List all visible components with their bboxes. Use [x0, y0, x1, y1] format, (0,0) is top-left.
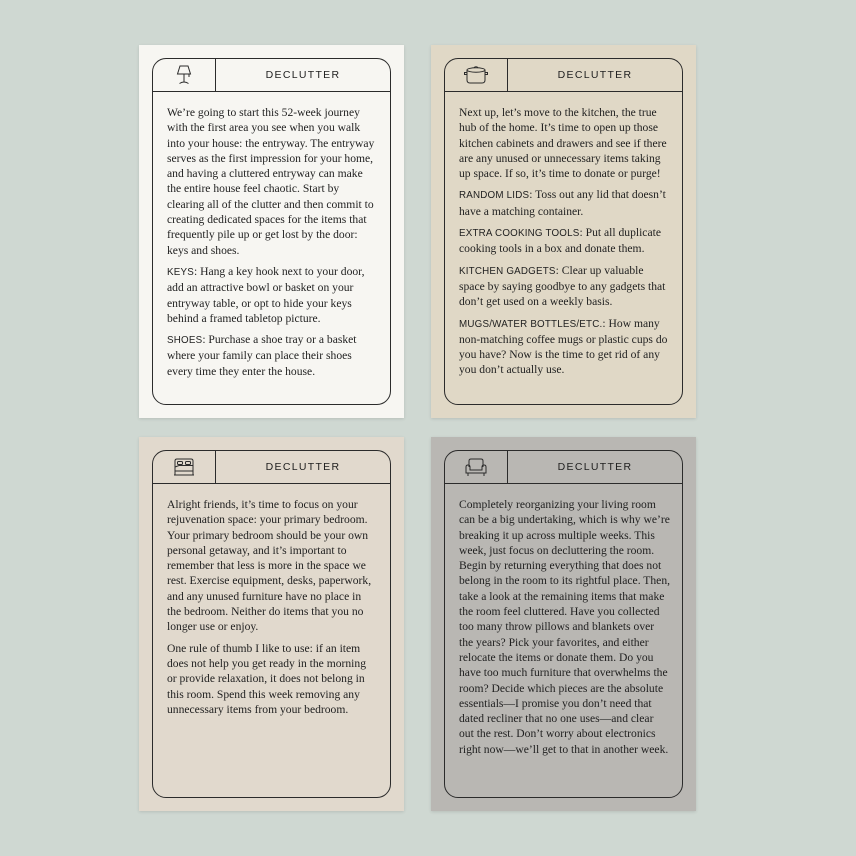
- card-living-room: [431, 437, 696, 811]
- card-frame: [152, 450, 391, 798]
- icon-cell: [445, 59, 508, 91]
- tip-label: RANDOM LIDS: [459, 190, 530, 202]
- card-frame: [444, 450, 683, 798]
- intro-paragraph: We’re going to start this 52-week journey with the first area you see when you walk into your house: the entryway. The entryway serves as the first impression for your home, and having a cluttered entryway can make the entire house feel chaotic. Start by clearing all of the clutter and then commit to creating dedicated spaces for the items that frequently pile up or get lost by the door: keys and shoes.: [167, 106, 375, 257]
- card-kitchen: [431, 45, 696, 418]
- bed-icon: [171, 455, 197, 479]
- card-body: [167, 497, 378, 723]
- tip-text: : How many non-matching coffee mugs or plastic cups do you have? Now is the time to get rid of any you don’t actually use.: [459, 316, 668, 377]
- card-frame: [444, 58, 683, 405]
- tip-text: : Put all duplicate cooking tools in a box and donate them.: [459, 226, 661, 256]
- icon-cell: [445, 451, 508, 483]
- tip-label: KITCHEN GADGETS: [459, 265, 556, 277]
- tip-label: KEYS: [167, 266, 194, 278]
- card-body: [459, 105, 670, 384]
- tip-label: SHOES: [167, 335, 203, 347]
- tip-paragraph: [459, 263, 670, 310]
- tip-paragraph: [167, 264, 378, 326]
- intro-paragraph: Alright friends, it’s time to focus on your rejuvenation space: your primary bedroom. Your primary bedroom should be your own personal getaway, and it’s important to remember that less is more in the space we rest. Exercise equipment, desks, paperwork, and any unused furniture have no place in the bedroom. Neither do items that you no longer use or enjoy.: [167, 498, 372, 634]
- intro-paragraph: Next up, let’s move to the kitchen, the true hub of the home. It’s time to open up those kitchen cabinets and drawers and see if there are any unused or unnecessary items taking up space. If so, it’s time to donate or purge!: [459, 106, 667, 181]
- body-paragraph: One rule of thumb I like to use: if an item does not help you get ready in the morning or provide relaxation, it does not belong in this room. Spend this week removing any unnecessary items from your bedroom.: [167, 641, 366, 716]
- card-frame: [152, 58, 391, 405]
- tip-label: EXTRA COOKING TOOLS: [459, 228, 580, 240]
- card-title: DECLUTTER: [557, 461, 633, 473]
- card-header: [445, 59, 682, 92]
- tip-paragraph: [459, 225, 670, 257]
- tip-text: : Toss out any lid that doesn’t have a matching container.: [459, 188, 666, 218]
- card-header: [445, 451, 682, 484]
- icon-cell: [153, 59, 216, 91]
- tip-text: : Clear up valuable space by saying goodbye to any gadgets that don’t get used on a weekly basis.: [459, 263, 666, 309]
- intro-paragraph: Completely reorganizing your living room can be a big undertaking, which is why we’re breaking it up across multiple weeks. This week, just focus on decluttering the room. Begin by returning everything that does not belong in the room to its rightful place. Then, take a look at the remaining items that make the room feel cluttered. Have you collected too many throw pillows and blankets over the years? Pick your favorites, and either relocate the items or donate them. Do you have too much furniture that overwhelms the room? Decide which pieces are the absolute essentials—I promise you don’t need that dated recliner that no one uses—and clear out the rest. Don’t worry about electronics right now—we’ll get to that in another week.: [459, 498, 671, 756]
- tip-paragraph: [167, 332, 378, 379]
- tip-label: MUGS/WATER BOTTLES/ETC.: [459, 318, 603, 330]
- card-entryway: [139, 45, 404, 418]
- card-bedroom: [139, 437, 404, 811]
- card-title: DECLUTTER: [265, 461, 341, 473]
- card-header: [153, 451, 390, 484]
- lamp-icon: [172, 63, 196, 87]
- card-header: [153, 59, 390, 92]
- tip-paragraph: [459, 187, 670, 219]
- card-title: DECLUTTER: [557, 69, 633, 81]
- card-title: DECLUTTER: [265, 69, 341, 81]
- armchair-icon: [463, 455, 489, 479]
- tip-paragraph: [459, 316, 670, 378]
- card-body: [459, 497, 670, 763]
- icon-cell: [153, 451, 216, 483]
- pot-icon: [462, 63, 490, 87]
- tip-text: : Purchase a shoe tray or a basket where your family can place their shoes every time they enter the house.: [167, 333, 357, 378]
- tip-text: : Hang a key hook next to your door, add an attractive bowl or basket on your entryway table, or opt to hide your keys behind a framed tabletop picture.: [167, 264, 365, 325]
- card-body: [167, 105, 378, 385]
